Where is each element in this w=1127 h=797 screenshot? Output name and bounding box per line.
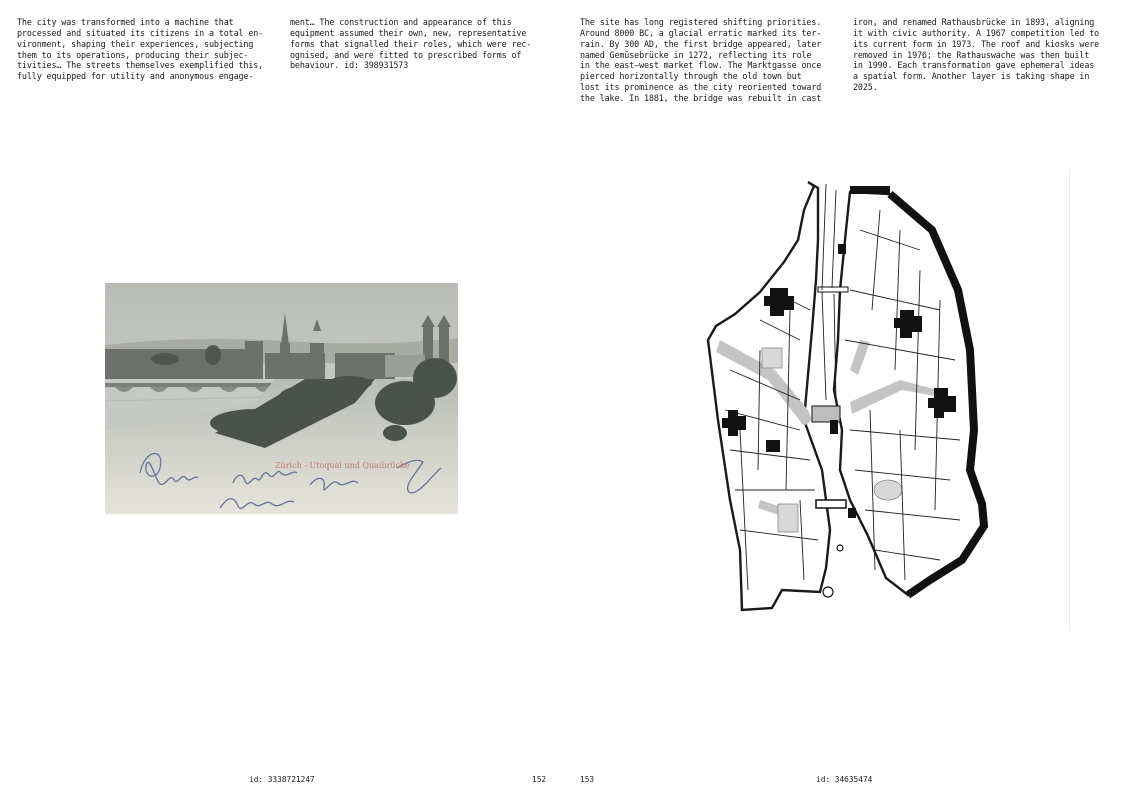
- left-page-number: 152: [532, 775, 547, 784]
- text-line: pierced horizontally through the old town but: [580, 71, 802, 82]
- text-line: them to its operations, producing their subjec-: [17, 49, 249, 60]
- text-line: The site has long registered shifting priorities.: [580, 17, 822, 27]
- text-line: equipment assumed their own, new, representative: [290, 27, 527, 38]
- map-edge-line: [1069, 170, 1070, 630]
- text-line: forms that signalled their roles, which were rec-: [290, 38, 532, 49]
- text-line: it with civic authority. A 1967 competition led to: [853, 27, 1100, 38]
- postcard-photo: [105, 283, 458, 514]
- text-line: Around 8000 BC, a glacial erratic marked its ter-: [580, 27, 822, 38]
- text-line: removed in 1976; the Rathauswache was then built: [853, 49, 1090, 60]
- text-line: its current form in 1973. The roof and kiosks were: [853, 38, 1100, 49]
- city-map: [700, 170, 1072, 632]
- text-line: vironment, shaping their experiences, subjecting: [17, 38, 254, 49]
- text-line: rain. By 300 AD, the first bridge appeared, later: [580, 38, 822, 49]
- left-text-column-1: [17, 17, 263, 82]
- text-line: ognised, and were fitted to prescribed forms of: [290, 49, 522, 60]
- text-line: in the east–west market flow. The Marktgasse once: [580, 60, 822, 71]
- left-text-column-2: [290, 17, 531, 71]
- text-line: the lake. In 1881, the bridge was rebuilt in cast: [580, 92, 822, 103]
- text-line: named Gemüsebrücke in 1272, reflecting its role: [580, 49, 812, 60]
- right-page-number: 153: [580, 775, 595, 784]
- postcard-caption: Zürich - Utoquai und Quaibrücke: [275, 461, 410, 470]
- text-line: in 1990. Each transformation gave ephemeral ideas: [853, 60, 1095, 71]
- text-line: tivities… The streets themselves exemplified this,: [17, 60, 264, 71]
- text-line: ment… The construction and appearance of this: [290, 17, 512, 27]
- text-line: processed and situated its citizens in a total en-: [17, 27, 264, 38]
- text-line: iron, and renamed Rathausbrücke in 1893, aligning: [853, 17, 1095, 27]
- text-line: behaviour. id: 398931573: [290, 60, 409, 71]
- text-line: fully equipped for utility and anonymous engage-: [17, 71, 254, 82]
- text-line: a spatial form. Another layer is taking shape in: [853, 71, 1090, 82]
- right-text-column-1: [580, 17, 821, 104]
- right-footer-id: id: 34635474: [816, 775, 873, 784]
- text-line: 2025.: [853, 82, 878, 93]
- text-line: The city was transformed into a machine that: [17, 17, 234, 27]
- right-text-column-2: [853, 17, 1099, 93]
- left-footer-id: id: 3338721247: [249, 775, 315, 784]
- text-line: lost its prominence as the city reoriented toward: [580, 82, 822, 93]
